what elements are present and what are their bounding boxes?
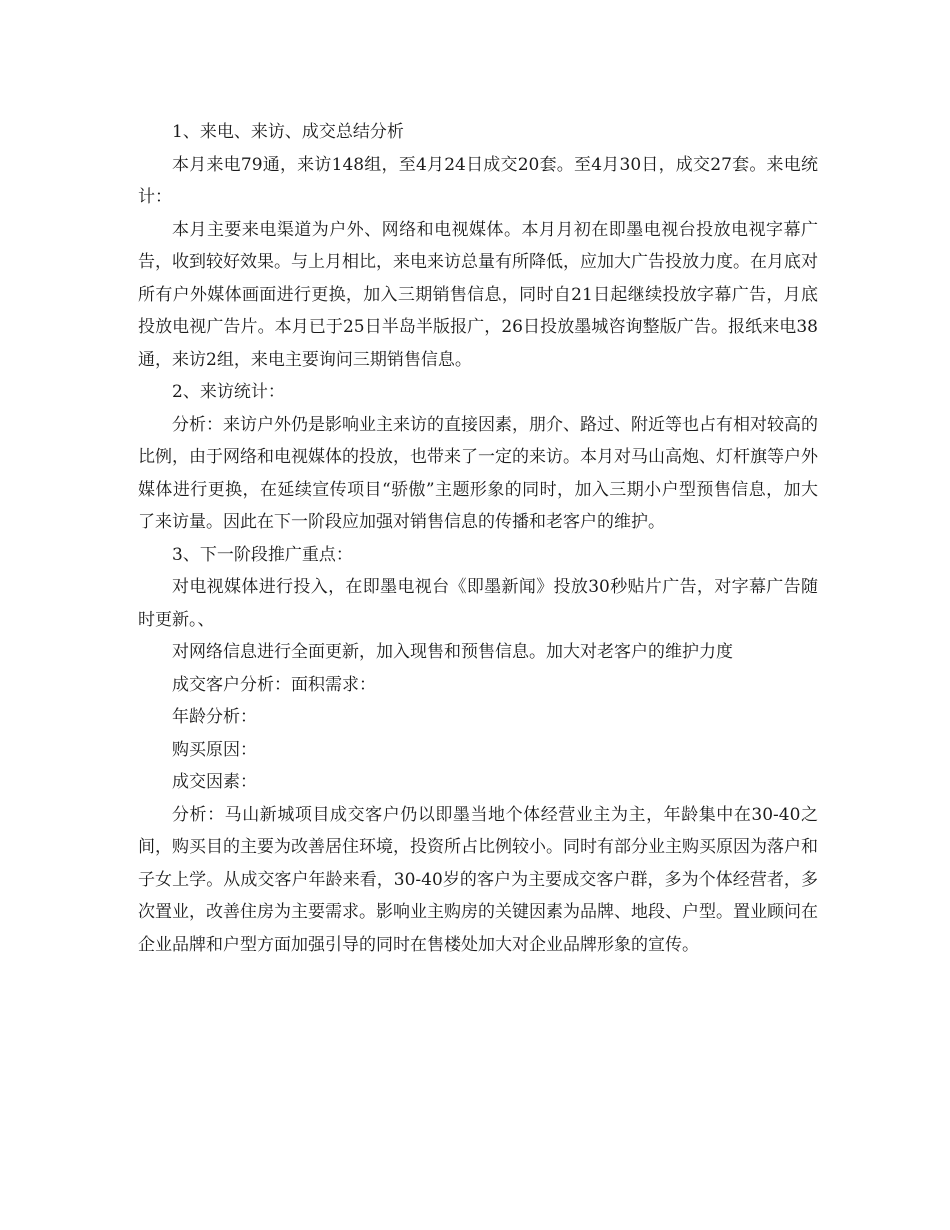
- paragraph-call-channels: 本月主要来电渠道为户外、网络和电视媒体。本月月初在即墨电视台投放电视字幕广告，收到较好效果。与上月相比，来电来访总量有所降低，应加大广告投放力度。在月底对所有户外媒体画面进行更换，加入三期销售信息，同时自21日起继续投放字幕广告，月底投放电视广告片。本月已于25日半岛半版报广，26日投放墨城咨询整版广告。报纸来电38通，来访2组，来电主要询问三期销售信息。: [138, 219, 818, 370]
- paragraph-age-analysis: 年龄分析：: [172, 707, 257, 727]
- section-heading-2: 2、来访统计：: [172, 382, 285, 402]
- paragraph-area-demand: 成交客户分析：面积需求：: [172, 674, 376, 695]
- section-heading-1: 1、来电、来访、成交总结分析: [172, 122, 404, 142]
- paragraph-tv-media-plan: 对电视媒体进行投入，在即墨电视台《即墨新闻》投放30秒贴片广告，对字幕广告随时更新。、: [138, 577, 818, 630]
- document-body: [138, 116, 818, 961]
- paragraph-purchase-reason: 购买原因：: [172, 739, 257, 760]
- paragraph-deal-factors: 成交因素：: [172, 772, 257, 792]
- section-heading-3: 3、下一阶段推广重点：: [172, 544, 353, 565]
- paragraph-customer-analysis: 分析：马山新城项目成交客户仍以即墨当地个体经营业主为主，年龄集中在30-40之间，购买目的主要为改善居住环境，投资所占比例较小。同时有部分业主购买原因为落户和子女上学。从成交客户年龄来看，30-40岁的客户为主要成交客户群，多为个体经营者，多次置业，改善住房为主要需求。影响业主购房的关键因素为品牌、地段、户型。置业顾问在企业品牌和户型方面加强引导的同时在售楼处加大对企业品牌形象的宣传。: [138, 804, 818, 955]
- paragraph-visit-analysis: 分析：来访户外仍是影响业主来访的直接因素，朋介、路过、附近等也占有相对较高的比例，由于网络和电视媒体的投放，也带来了一定的来访。本月对马山高炮、灯杆旗等户外媒体进行更换，在延续宣传项目“骄傲”主题形象的同时，加入三期小户型预售信息，加大了来访量。因此在下一阶段应加强对销售信息的传播和老客户的维护。: [138, 414, 818, 532]
- paragraph-network-plan: 对网络信息进行全面更新，加入现售和预售信息。加大对老客户的维护力度: [172, 642, 733, 662]
- paragraph-call-visit-summary: 本月来电79通，来访148组，至4月24日成交20套。至4月30日，成交27套。来电统计：: [138, 154, 818, 207]
